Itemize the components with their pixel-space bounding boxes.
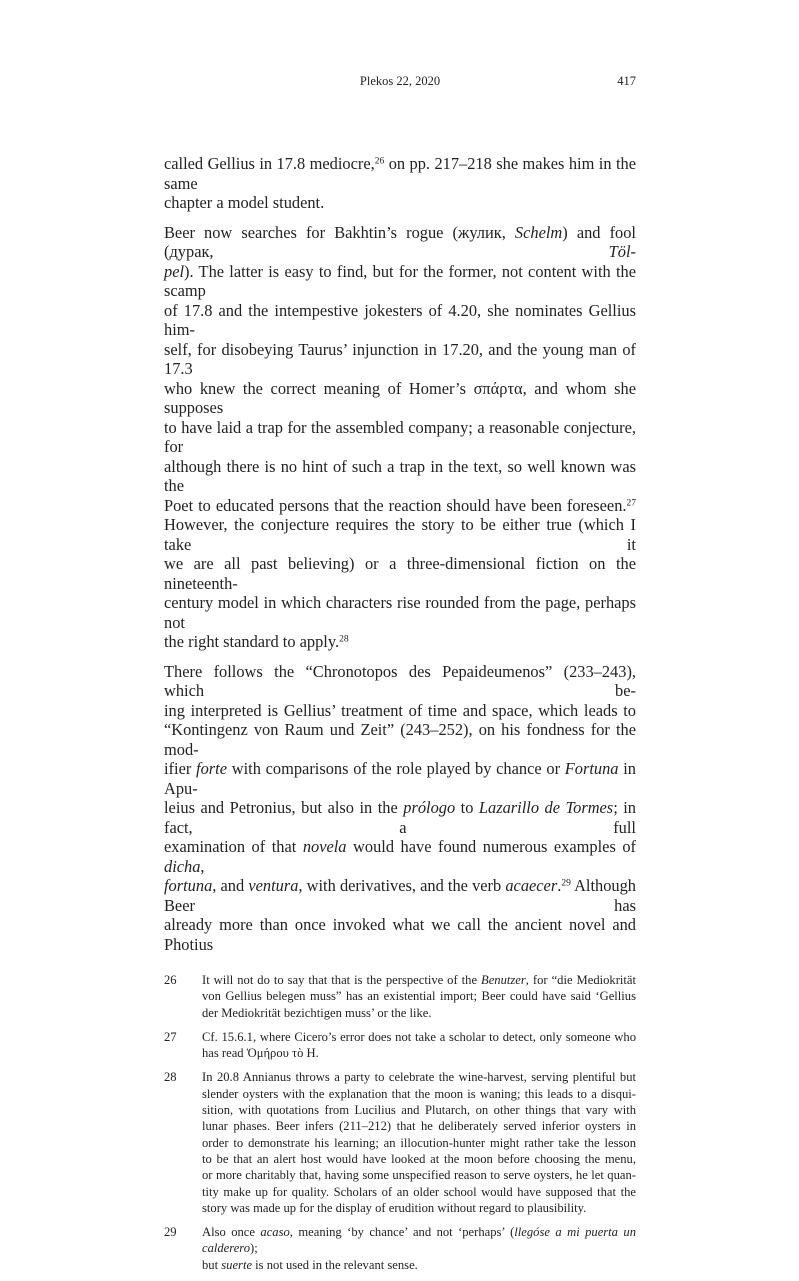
footnote-text [202,1029,636,1062]
text-line [164,720,636,759]
footnote [164,1029,636,1062]
text-line [202,1005,636,1021]
text-line [164,457,636,496]
italic-text: prólogo [403,798,456,817]
text-run: In 20.8 Annianus throws a party to celebrate the wine-harvest, serving plentiful but [202,1070,636,1085]
text-line [164,154,636,193]
footnote-number: 27 [164,1029,177,1044]
text-run: or more charitably that, having some unspecified reason to serve oysters, he let quan- [202,1168,636,1183]
text-line [202,1118,636,1134]
text-line [164,554,636,593]
text-run: slender oysters with the explanation that the moon is waning; this leads to a disqui- [202,1086,636,1101]
paragraph [164,662,636,955]
text-line [202,1102,636,1118]
italic-text: novela [302,837,347,856]
italic-text: acaecer [505,876,558,895]
footnote-text [202,1224,636,1273]
italic-text: Schelm [514,222,563,242]
italic-text: Benutzer [481,973,526,987]
text-run: Poet to educated persons that the reaction should have been foreseen. [164,495,627,515]
text-line [202,1151,636,1167]
text-run: chapter a model student. [164,193,325,212]
text-run: Beer now searches for Bakhtin’s rogue (жулик, [164,222,515,242]
footnote-ref: 29 [561,878,571,889]
text-run: Also once [202,1225,261,1240]
text-line [164,262,636,301]
text-line [164,193,636,213]
footnote [164,972,636,1021]
text-run: is not used in the relevant sense. [252,1257,418,1272]
text-line [164,915,636,954]
text-run: to be that an alert host would have looked at the moon before choosing the menu, [202,1151,636,1166]
text-run: although there is no hint of such a trap in the text, so well known was the [164,456,636,495]
footnotes [164,972,636,1273]
text-line [164,759,636,798]
text-run: has read Ὁμήρου τὸ Η. [202,1046,319,1061]
text-run: , and [212,876,249,895]
italic-text: llegóse a mi puerta un calderero [202,1225,636,1256]
paragraph [164,223,636,652]
italic-text: pel [164,261,185,281]
page-number: 417 [617,74,636,88]
text-run: tity make up for quality. Scholars of an older school would have supposed that the [202,1184,636,1199]
text-run: . [557,876,562,895]
text-line [202,972,636,988]
text-run: lunar phases. Beer infers (211–212) that he deliberately served inferior oysters in [202,1119,636,1134]
italic-text: suerte [221,1257,253,1272]
footnote-text [202,1069,636,1216]
footnote-ref: 27 [626,497,636,508]
text-run: examination of that [164,837,303,856]
text-run: “Kontingenz von Raum und Zeit” (243–252), on his fondness for the mod- [164,720,636,759]
text-line [164,301,636,340]
text-run: der Mediokrität bezichtigen muss’ or the like. [202,1005,432,1020]
text-run: , [200,856,205,876]
text-run: who knew the correct meaning of Homer’s σπάρτα, and whom she supposes [164,378,636,417]
footnote-number: 29 [164,1225,177,1240]
text-run: story was made up for the display of erudition without regard to plausibility. [202,1200,587,1215]
italic-text: acaso [260,1225,290,1240]
text-run: in Apu- [164,759,636,798]
text-run: ing interpreted is Gellius’ treatment of time and space, which leads to [164,700,636,720]
text-run: There follows the “Chronotopos des Pepaideumenos” (233–243), which be- [164,661,636,700]
text-run: to have laid a trap for the assembled company; a reasonable conjecture, for [164,417,636,456]
text-run: , with derivatives, and the verb [298,876,506,895]
italic-text: Lazarillo de Tormes [478,798,614,817]
footnote-text [202,972,636,1021]
text-line [202,1029,636,1045]
text-line [202,988,636,1004]
text-line [202,1167,636,1183]
text-run: , for “die Mediokrität [525,973,636,987]
text-line [164,837,636,876]
text-run: sition, with quotations from Lucilius and Plutarch, on other things that vary with [202,1103,636,1118]
text-run: would have found numerous examples of [346,837,636,856]
text-run: self, for disobeying Taurus’ injunction in 17.20, and the young man of 17.3 [164,339,636,378]
text-run: leius and Petronius, but also in the [164,798,404,817]
text-line [202,1224,636,1257]
text-line [164,223,636,262]
body-text [164,154,636,954]
running-head: Plekos 22, 2020 [359,74,441,88]
text-run: of 17.8 and the intempestive jokesters of 4.20, she nominates Gellius him- [164,300,636,339]
text-line [164,662,636,701]
text-run: von Gellius belegen muss” has an existential import; Beer could have said ‘Gellius [202,989,636,1004]
text-run: century model in which characters rise rounded from the page, perhaps not [164,593,636,632]
text-run: Although Beer has [164,876,636,915]
text-line [202,1045,636,1061]
text-line [164,418,636,457]
italic-text: ventura [248,876,299,895]
text-line [164,632,636,652]
text-run: However, the conjecture requires the story to be either true (which I take it [164,515,636,554]
text-run: we are all past believing) or a three-dimensional fiction on the nineteenth- [164,554,636,593]
text-run: ); [250,1241,258,1256]
text-line [164,876,636,915]
text-line [164,379,636,418]
text-line [164,515,636,554]
text-run: ) and fool (дурак, [164,222,636,261]
text-line [164,496,636,516]
text-run: already more than once invoked what we call the ancient novel and Photius [164,915,636,954]
text-line [202,1200,636,1216]
footnote-ref: 26 [374,156,385,167]
paragraph [164,154,636,213]
italic-text: Töl- [608,242,636,261]
text-line [202,1086,636,1102]
text-run: order to demonstrate his learning; an illocution-hunter might rather take the lesson [202,1135,636,1150]
text-run: with comparisons of the role played by chance or [227,759,565,778]
text-run: the right standard to apply. [164,632,340,651]
text-run: It will not do to say that that is the perspective of the [202,973,482,987]
text-run: called Gellius in 17.8 mediocre, [164,154,375,173]
page-content [164,154,636,1281]
text-run: to [455,798,479,817]
text-run: , meaning ‘by chance’ and not ‘perhaps’ ( [289,1225,515,1240]
text-line [164,701,636,721]
footnote-number: 28 [164,1070,177,1085]
text-run: Cf. 15.6.1, where Cicero’s error does not take a scholar to detect, only someone who [202,1029,636,1044]
footnote-number: 26 [164,973,177,987]
text-line [164,340,636,379]
text-line [202,1184,636,1200]
text-run: on pp. 217–218 she makes him in the same [164,154,636,193]
text-run: ; in fact, a full [164,798,636,837]
footnote [164,1069,636,1216]
text-line [164,593,636,632]
text-run: but [202,1257,222,1272]
italic-text: forte [196,759,228,778]
text-line [202,1257,636,1273]
footnote-ref: 28 [339,634,349,645]
text-line [202,1069,636,1085]
italic-text: fortuna [164,876,213,895]
footnote [164,1224,636,1273]
italic-text: dicha [164,856,201,876]
text-line [202,1135,636,1151]
italic-text: Fortuna [564,759,619,778]
text-run: ifier [164,759,197,778]
text-line [164,798,636,837]
text-run: ). The latter is easy to find, but for the former, not content with the scamp [164,261,636,300]
